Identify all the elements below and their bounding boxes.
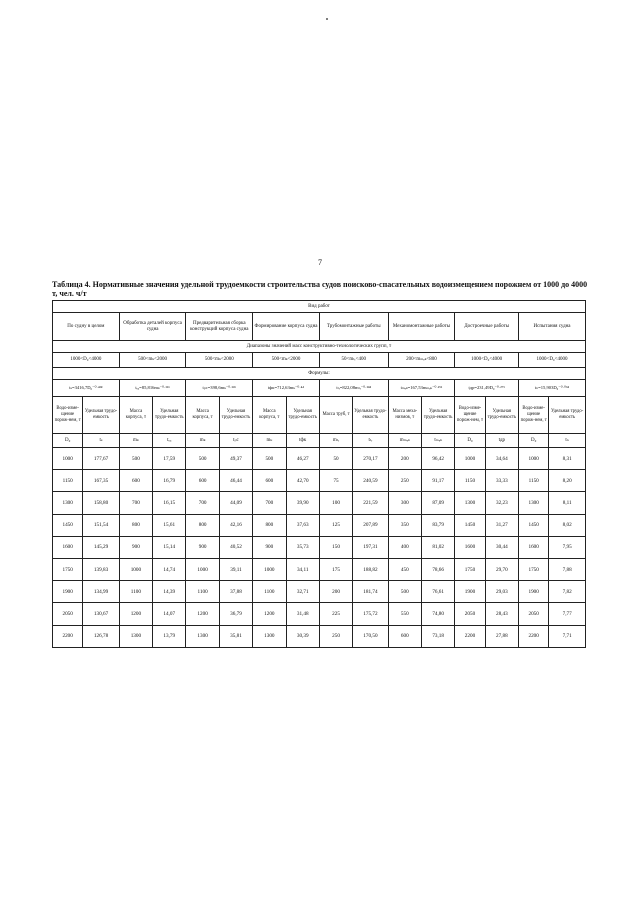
data-cell: 40,52: [219, 536, 252, 558]
formula-cell: tдр=231,49D₀⁻⁰·²⁷⁵: [455, 380, 519, 397]
data-cell: 1000: [186, 558, 219, 580]
formulas-title: Формулы:: [53, 368, 586, 380]
data-cell: 30,39: [286, 625, 319, 647]
data-cell: 150: [319, 536, 352, 558]
formula-cell: tₛ=3416,7D₀⁻⁰·⁴²⁸: [53, 380, 120, 397]
data-cell: 126,78: [83, 625, 119, 647]
data-cell: 32,71: [286, 581, 319, 603]
data-cell: 28,43: [485, 603, 518, 625]
data-cell: 1750: [519, 558, 549, 580]
data-cell: 350: [388, 514, 421, 536]
data-cell: 600: [119, 470, 152, 492]
data-cell: 188,82: [353, 558, 388, 580]
symbol-cell: mₜᵣ: [319, 434, 352, 448]
data-cell: 2200: [519, 625, 549, 647]
table-row: [53, 448, 586, 470]
data-cell: 14,39: [153, 581, 186, 603]
data-cell: 800: [119, 514, 152, 536]
data-cell: 500: [388, 581, 421, 603]
column-header: Масса корпуса, т: [186, 397, 219, 434]
data-cell: 81,02: [421, 536, 454, 558]
data-cell: 78,66: [421, 558, 454, 580]
formula-cell: tфк=712,63mₖ⁻⁰·⁴⁴: [253, 380, 320, 397]
data-cell: 170,50: [353, 625, 388, 647]
data-cell: 1750: [53, 558, 83, 580]
works-title: Вид работ: [53, 301, 586, 313]
data-cell: 14,74: [153, 558, 186, 580]
data-cell: 450: [388, 558, 421, 580]
data-cell: 30,44: [485, 536, 518, 558]
column-header: Удельная трудо-емкость: [421, 397, 454, 434]
data-cell: 34,64: [485, 448, 518, 470]
symbol-cell: tфк: [286, 434, 319, 448]
data-cell: 15,61: [153, 514, 186, 536]
data-cell: 15,14: [153, 536, 186, 558]
data-cell: 1600: [519, 536, 549, 558]
data-cell: 1450: [519, 514, 549, 536]
data-cell: 240,59: [353, 470, 388, 492]
data-cell: 1600: [455, 536, 485, 558]
data-cell: 37,63: [286, 514, 319, 536]
data-cell: 300: [388, 492, 421, 514]
symbol-cell: tдр: [485, 434, 518, 448]
data-cell: 8,02: [549, 514, 586, 536]
data-cell: 1300: [53, 492, 83, 514]
data-cell: 36,79: [219, 603, 252, 625]
data-cell: 1200: [186, 603, 219, 625]
table-row: [53, 625, 586, 647]
formula-cell: tₜᵣ=822,08mₜᵣ⁻⁰·²⁸⁴: [319, 380, 388, 397]
data-cell: 7,71: [549, 625, 586, 647]
symbol-cell: mₘₑₖ: [388, 434, 421, 448]
data-cell: 87,09: [421, 492, 454, 514]
data-cell: 1000: [519, 448, 549, 470]
data-cell: 1100: [119, 581, 152, 603]
data-cell: 1000: [455, 448, 485, 470]
scan-dot: [326, 18, 328, 20]
work-type-header: Испытания судна: [519, 313, 586, 341]
column-header: Удельная трудо-емкость: [153, 397, 186, 434]
data-cell: 39,11: [219, 558, 252, 580]
column-header: Удельная трудо-емкость: [83, 397, 119, 434]
mass-range-cell: 1000<D₀<4000: [455, 353, 519, 368]
data-cell: 197,31: [353, 536, 388, 558]
symbol-cell: tₘₑₖ: [421, 434, 454, 448]
data-cell: 1000: [119, 558, 152, 580]
mass-range-cell: 500<mₖ<2000: [253, 353, 320, 368]
data-cell: 50: [319, 448, 352, 470]
data-cell: 7,95: [549, 536, 586, 558]
data-cell: 1100: [186, 581, 219, 603]
data-cell: 270,17: [353, 448, 388, 470]
work-type-header: По судну в целом: [53, 313, 120, 341]
data-cell: 91,17: [421, 470, 454, 492]
data-cell: 145,29: [83, 536, 119, 558]
table-row: [53, 536, 586, 558]
work-type-header: Предварительная сборка конструкций корпуса судна: [186, 313, 253, 341]
data-cell: 1450: [53, 514, 83, 536]
data-cell: 8,11: [549, 492, 586, 514]
data-cell: 42,16: [219, 514, 252, 536]
data-cell: 250: [319, 625, 352, 647]
table-row: [53, 558, 586, 580]
column-header: Удельная трудо-емкость: [219, 397, 252, 434]
data-cell: 181,74: [353, 581, 388, 603]
data-cell: 16,15: [153, 492, 186, 514]
data-cell: 200: [319, 581, 352, 603]
data-cell: 7,77: [549, 603, 586, 625]
data-cell: 800: [253, 514, 286, 536]
data-cell: 44,09: [219, 492, 252, 514]
column-header: Водо-изме-щение порож-нем, т: [455, 397, 485, 434]
formula-cell: tₚc=398,6mₖ⁻⁰·³³⁶: [186, 380, 253, 397]
formula-cell: tₒₐ=85,816mₖ⁻⁰·³¹⁶: [119, 380, 186, 397]
data-cell: 200: [388, 448, 421, 470]
symbol-cell: tₛ: [83, 434, 119, 448]
data-cell: 74,80: [421, 603, 454, 625]
formula-cell: tₙ=15,903D₀⁻⁰·⁰⁹⁴: [519, 380, 586, 397]
data-cell: 27,88: [485, 625, 518, 647]
mass-range-cell: 500<mₖ<2000: [119, 353, 186, 368]
data-cell: 1000: [253, 558, 286, 580]
column-header: Водо-изме-щение порож-нем, т: [53, 397, 83, 434]
formula-cell: tₘₑₖ=167,53mₘₑₖ⁻⁰·²⁵¹: [388, 380, 455, 397]
symbol-cell: D₀: [455, 434, 485, 448]
data-cell: 42,70: [286, 470, 319, 492]
table-row: [53, 514, 586, 536]
data-cell: 2200: [53, 625, 83, 647]
data-cell: 8,20: [549, 470, 586, 492]
table-row: [53, 470, 586, 492]
data-cell: 7,88: [549, 558, 586, 580]
data-cell: 96,42: [421, 448, 454, 470]
data-cell: 800: [186, 514, 219, 536]
data-cell: 1150: [53, 470, 83, 492]
data-cell: 1900: [53, 581, 83, 603]
data-cell: 73,18: [421, 625, 454, 647]
data-cell: 1100: [253, 581, 286, 603]
data-cell: 400: [388, 536, 421, 558]
data-cell: 7,82: [549, 581, 586, 603]
column-header: Удельная трудо-емкость: [549, 397, 586, 434]
data-cell: 1000: [53, 448, 83, 470]
table-row: [53, 492, 586, 514]
data-cell: 1200: [119, 603, 152, 625]
column-header: Водо-изме-щение порож-нем, т: [519, 397, 549, 434]
work-type-header: Достроечные работы: [455, 313, 519, 341]
work-type-header: Трубомонтажные работы: [319, 313, 388, 341]
mass-range-cell: 500<mₖ<2000: [186, 353, 253, 368]
data-cell: 2050: [519, 603, 549, 625]
symbol-cell: tₒₐ: [153, 434, 186, 448]
symbol-cell: tₚc: [219, 434, 252, 448]
symbol-cell: mₖ: [186, 434, 219, 448]
data-cell: 29,03: [485, 581, 518, 603]
column-header: Удельная трудо-емкость: [286, 397, 319, 434]
table-row: [53, 603, 586, 625]
data-cell: 207,89: [353, 514, 388, 536]
data-cell: 34,11: [286, 558, 319, 580]
data-cell: 167,35: [83, 470, 119, 492]
data-cell: 600: [388, 625, 421, 647]
data-cell: 14,07: [153, 603, 186, 625]
data-cell: 83,79: [421, 514, 454, 536]
data-cell: 29,70: [485, 558, 518, 580]
data-cell: 31,27: [485, 514, 518, 536]
symbol-cell: D₀: [53, 434, 83, 448]
data-cell: 35,81: [219, 625, 252, 647]
page-number: 7: [318, 258, 322, 267]
data-cell: 2050: [53, 603, 83, 625]
symbol-cell: D₀: [519, 434, 549, 448]
column-header: Масса корпуса, т: [119, 397, 152, 434]
symbol-cell: mₖ: [253, 434, 286, 448]
data-cell: 100: [319, 492, 352, 514]
data-cell: 550: [388, 603, 421, 625]
column-header: Удельная трудо-емкость: [485, 397, 518, 434]
data-cell: 49,37: [219, 448, 252, 470]
data-cell: 134,99: [83, 581, 119, 603]
data-cell: 16,79: [153, 470, 186, 492]
work-type-header: Обработка деталей корпуса судна: [119, 313, 186, 341]
data-cell: 33,33: [485, 470, 518, 492]
column-header: Удельная трудо-емкость: [353, 397, 388, 434]
data-cell: 1300: [519, 492, 549, 514]
data-cell: 46,44: [219, 470, 252, 492]
table-row: [53, 581, 586, 603]
data-cell: 1300: [253, 625, 286, 647]
ranges-title: Диапазоны значений масс конструктивно-технологических групп, т: [53, 341, 586, 353]
data-cell: 35,73: [286, 536, 319, 558]
data-cell: 31,48: [286, 603, 319, 625]
work-type-header: Формирование корпуса судна: [253, 313, 320, 341]
data-cell: 1450: [455, 514, 485, 536]
data-cell: 1300: [455, 492, 485, 514]
data-cell: 900: [253, 536, 286, 558]
data-cell: 500: [253, 448, 286, 470]
data-cell: 1300: [186, 625, 219, 647]
data-cell: 700: [253, 492, 286, 514]
column-header: Масса меха-низмов, т: [388, 397, 421, 434]
data-cell: 221,59: [353, 492, 388, 514]
data-cell: 500: [119, 448, 152, 470]
data-cell: 2200: [455, 625, 485, 647]
data-cell: 600: [253, 470, 286, 492]
mass-range-cell: 200<mₘₑₖ<800: [388, 353, 455, 368]
data-cell: 250: [388, 470, 421, 492]
column-header: Масса труб, т: [319, 397, 352, 434]
data-cell: 17,59: [153, 448, 186, 470]
data-cell: 2050: [455, 603, 485, 625]
data-cell: 900: [119, 536, 152, 558]
data-cell: 32,23: [485, 492, 518, 514]
data-cell: 130,67: [83, 603, 119, 625]
data-cell: 1150: [519, 470, 549, 492]
data-cell: 76,61: [421, 581, 454, 603]
work-type-header: Механомонтажные работы: [388, 313, 455, 341]
data-cell: 600: [186, 470, 219, 492]
data-cell: 1750: [455, 558, 485, 580]
data-cell: 700: [119, 492, 152, 514]
data-cell: 46,27: [286, 448, 319, 470]
mass-range-cell: 1000<D₀<4000: [519, 353, 586, 368]
data-cell: 900: [186, 536, 219, 558]
data-cell: 1200: [253, 603, 286, 625]
table-caption: Таблица 4. Нормативные значения удельной трудоемкости строительства судов поисково-спасательных водоизмещением порожнем от 1000 до 4000 т, чел. ч/т: [52, 280, 588, 298]
data-cell: 8,31: [549, 448, 586, 470]
data-cell: 225: [319, 603, 352, 625]
mass-range-cell: 50<mₜᵣ<400: [319, 353, 388, 368]
data-cell: 1300: [119, 625, 152, 647]
data-cell: 500: [186, 448, 219, 470]
data-cell: 1900: [455, 581, 485, 603]
norms-table: [52, 300, 586, 648]
data-cell: 1150: [455, 470, 485, 492]
column-header: Масса корпуса, т: [253, 397, 286, 434]
data-cell: 37,88: [219, 581, 252, 603]
data-cell: 1600: [53, 536, 83, 558]
data-cell: 151,54: [83, 514, 119, 536]
data-cell: 158,80: [83, 492, 119, 514]
data-cell: 39,90: [286, 492, 319, 514]
data-cell: 177,67: [83, 448, 119, 470]
data-cell: 700: [186, 492, 219, 514]
symbol-cell: mₖ: [119, 434, 152, 448]
data-cell: 175: [319, 558, 352, 580]
data-cell: 13,79: [153, 625, 186, 647]
symbol-cell: tₜᵣ: [353, 434, 388, 448]
data-cell: 1900: [519, 581, 549, 603]
symbol-cell: tₙ: [549, 434, 586, 448]
data-cell: 125: [319, 514, 352, 536]
data-cell: 175,72: [353, 603, 388, 625]
data-cell: 139,83: [83, 558, 119, 580]
data-cell: 75: [319, 470, 352, 492]
mass-range-cell: 1000<D₀<4000: [53, 353, 120, 368]
